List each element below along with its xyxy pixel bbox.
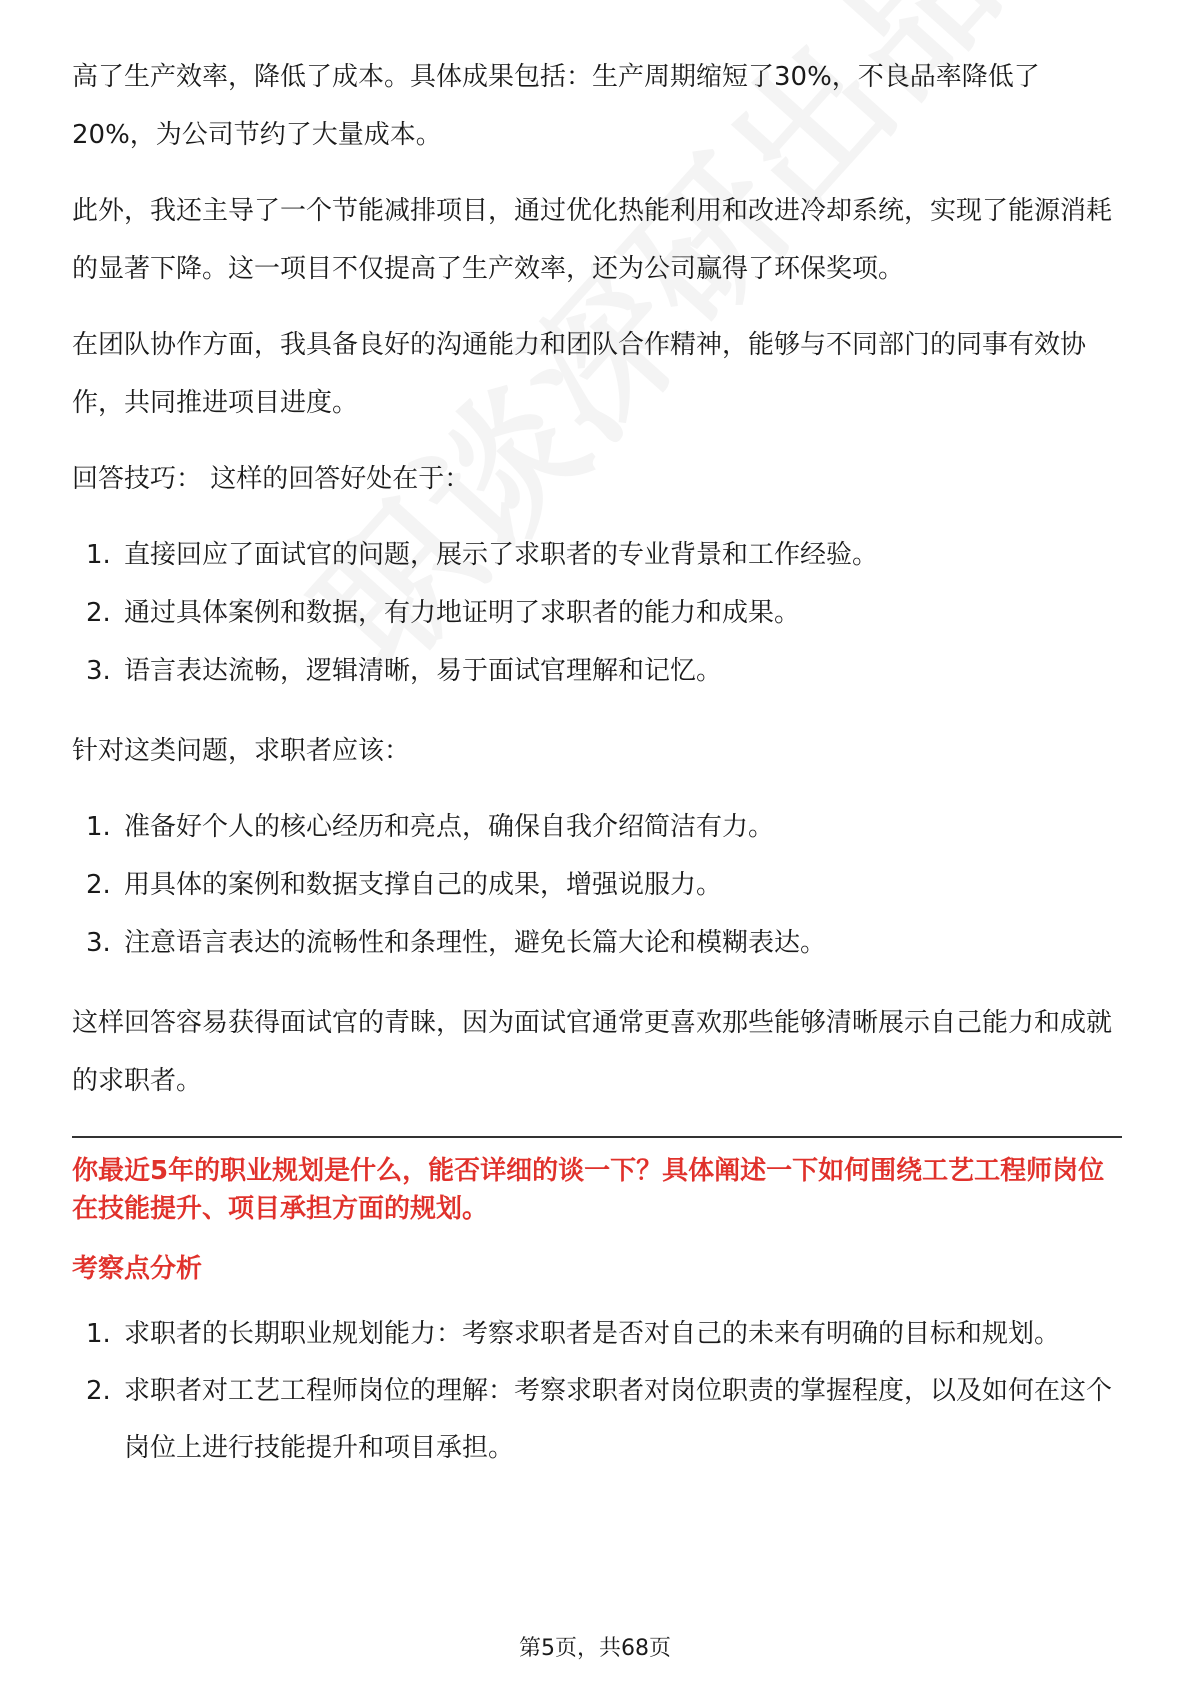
- list-text: 求职者的长期职业规划能力：考察求职者是否对自己的未来有明确的目标和规划。: [124, 1319, 1061, 1349]
- conclusion-paragraph: 这样回答容易获得面试官的青睐，因为面试官通常更喜欢那些能够清晰展示自己能力和成就的求职者。: [72, 1008, 1113, 1096]
- list-item: [72, 856, 1122, 914]
- paragraph-energy-project: 此外，我还主导了一个节能减排项目，通过优化热能利用和改进冷却系统，实现了能源消耗的显著下降。这一项目不仅提高了生产效率，还为公司赢得了环保奖项。: [72, 196, 1113, 284]
- list-text: 用具体的案例和数据支撑自己的成果，增强说服力。: [124, 870, 723, 900]
- list-item: [72, 798, 1122, 856]
- list-number: 1.: [86, 1319, 111, 1349]
- list-text: 语言表达流畅，逻辑清晰，易于面试官理解和记忆。: [124, 656, 723, 686]
- analysis-title: 考察点分析: [72, 1254, 203, 1284]
- list-number: 2.: [86, 1376, 111, 1406]
- document-page: [72, 48, 1122, 1499]
- list-number: 2.: [86, 598, 111, 628]
- tips-heading: 回答技巧： 这样的回答好处在于：: [72, 464, 471, 494]
- list-item: [72, 1306, 1122, 1363]
- list-number: 3.: [86, 928, 111, 958]
- list-number: 1.: [86, 540, 111, 570]
- interview-question: 你最近5年的职业规划是什么，能否详细的谈一下？具体阐述一下如何围绕工艺工程师岗位在技能提升、项目承担方面的规划。: [72, 1156, 1105, 1224]
- advice-list: [72, 798, 1122, 972]
- list-text: 求职者对工艺工程师岗位的理解：考察求职者对岗位职责的掌握程度，以及如何在这个岗位上进行技能提升和项目承担。: [124, 1376, 1113, 1463]
- advice-heading: 针对这类问题，求职者应该：: [72, 736, 411, 766]
- page-number: 第5页，共68页: [519, 1636, 671, 1661]
- tips-list: [72, 526, 1122, 700]
- paragraph-teamwork: 在团队协作方面，我具备良好的沟通能力和团队合作精神，能够与不同部门的同事有效协作，共同推进项目进度。: [72, 330, 1087, 418]
- analysis-list: [72, 1306, 1122, 1477]
- list-item: [72, 642, 1122, 700]
- list-number: 1.: [86, 812, 111, 842]
- list-item: [72, 526, 1122, 584]
- list-number: 2.: [86, 870, 111, 900]
- list-item: [72, 1363, 1122, 1477]
- list-text: 准备好个人的核心经历和亮点，确保自我介绍简洁有力。: [124, 812, 775, 842]
- list-text: 注意语言表达的流畅性和条理性，避免长篇大论和模糊表达。: [124, 928, 827, 958]
- paragraph-results: 高了生产效率，降低了成本。具体成果包括：生产周期缩短了30%，不良品率降低了20%，为公司节约了大量成本。: [72, 62, 1040, 150]
- list-item: [72, 914, 1122, 972]
- list-text: 通过具体案例和数据，有力地证明了求职者的能力和成果。: [124, 598, 801, 628]
- list-item: [72, 584, 1122, 642]
- list-number: 3.: [86, 656, 111, 686]
- section-divider: [72, 1136, 1122, 1138]
- list-text: 直接回应了面试官的问题，展示了求职者的专业背景和工作经验。: [124, 540, 879, 570]
